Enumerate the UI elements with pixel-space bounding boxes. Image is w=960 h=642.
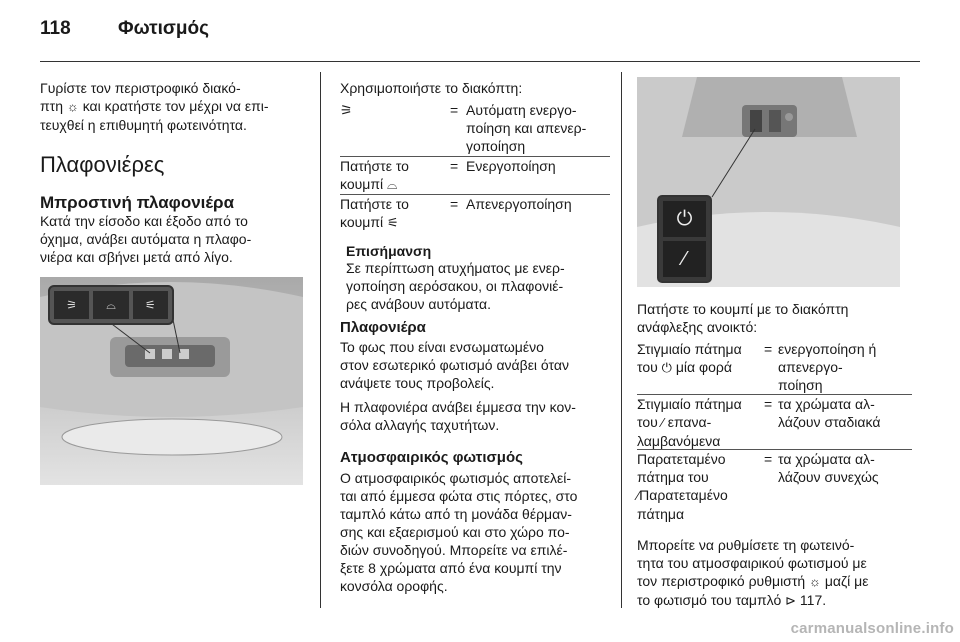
arrow-ref-icon: ⊳ bbox=[785, 593, 797, 608]
table-value: ενεργοποίηση ή απενεργο- ποίηση bbox=[778, 341, 877, 393]
table-value: Απενεργοποίηση bbox=[466, 196, 572, 212]
brightness-text: Μπορείτε να ρυθμίσετε τη φωτεινό- τητα του ατμοσφαιρικού φωτισμού με τον περιστροφικό ρυθμιστή ☼ μαζί με το φωτισμό του ταμπλό ⊳ 117. bbox=[637, 537, 869, 608]
table-key: Στιγμιαίο πάτημα του ⏻ μία φορά bbox=[637, 341, 742, 375]
brush-icon: ⁄ bbox=[661, 415, 664, 430]
table-value: τα χρώματα αλ- λάζουν σταδιακά bbox=[778, 396, 881, 430]
table-value: Ενεργοποίηση bbox=[466, 158, 556, 174]
table-eq: = bbox=[764, 396, 773, 412]
column-divider-2 bbox=[621, 72, 622, 608]
note-title: Επισήμανση bbox=[346, 243, 432, 259]
front-light-text: Κατά την είσοδο και έξοδο από το όχημα, ανάβει αυτόματα η πλαφο- νιέρα και σβήνει μετά από λίγο. bbox=[40, 213, 252, 265]
light-on-icon: ⌓ bbox=[387, 177, 398, 192]
power-icon: ⏻ bbox=[663, 201, 706, 237]
section-heading: Πλαφονιέρες bbox=[40, 152, 165, 177]
page-number: 118 bbox=[40, 18, 71, 39]
dimmer-icon: ☼ bbox=[66, 99, 79, 114]
front-ceiling-light-photo bbox=[40, 277, 303, 485]
subsection-heading: Μπροστινή πλαφονιέρα bbox=[40, 193, 235, 212]
note-body: Σε περίπτωση ατυχήματος με ενερ- γοποίηση αερόσακου, οι πλαφονιέ- ρες ανάβουν αυτόματα. bbox=[346, 260, 565, 312]
ambient-light-heading: Ατμοσφαιρικός φωτισμός bbox=[340, 449, 523, 466]
inset-button-panel bbox=[48, 285, 174, 325]
table-key: Στιγμιαίο πάτημα του ⁄ επανα- λαμβανόμενα bbox=[637, 396, 742, 449]
table-eq: = bbox=[450, 196, 459, 212]
table-eq: = bbox=[764, 341, 773, 357]
table-eq: = bbox=[450, 158, 459, 174]
brush-icon: ⁄ bbox=[637, 488, 640, 503]
light-on-icon: ⌓ bbox=[93, 291, 128, 319]
photo-caption: Πατήστε το κουμπί με το διακόπτη ανάφλεξης ανοικτό: bbox=[637, 301, 849, 335]
inset-switch-panel bbox=[657, 195, 712, 283]
door-light-icon: ⚞ bbox=[340, 102, 353, 118]
door-light-icon: ⚞ bbox=[54, 291, 89, 319]
page-title: Φωτισμός bbox=[118, 18, 209, 39]
intro-text: Γυρίστε τον περιστροφικό διακό- πτη ☼ και κρατήστε τον μέχρι να επι- τευχθεί η επιθυμητή φωτεινότητα. bbox=[40, 80, 269, 133]
table-key: Παρατεταμένο πάτημα του ⁄Παρατεταμένο πάτημα bbox=[637, 451, 728, 522]
brush-icon: ⁄ bbox=[663, 241, 706, 277]
interior-light-text: Το φως που είναι ενσωματωμένο στον εσωτερικό φωτισμό ανάβει όταν ανάψετε τους προβολείς. bbox=[340, 339, 569, 391]
power-icon: ⏻ bbox=[661, 360, 672, 375]
dimmer-icon: ☼ bbox=[809, 574, 821, 589]
column-divider-1 bbox=[320, 72, 321, 608]
table-key: Πατήστε το κουμπί ⚟ bbox=[340, 196, 409, 230]
watermark: carmanualsonline.info bbox=[790, 620, 954, 637]
table-eq: = bbox=[764, 451, 773, 467]
light-off-icon: ⚟ bbox=[387, 215, 399, 230]
table-value: Αυτόματη ενεργο- ποίηση και απενερ- γοποίηση bbox=[466, 102, 587, 154]
use-switch-text: Χρησιμοποιήστε το διακόπτη: bbox=[340, 80, 523, 96]
header-rule bbox=[40, 61, 920, 62]
ambient-light-text: Ο ατμοσφαιρικός φωτισμός αποτελεί- ται από έμμεσα φώτα στις πόρτες, στο ταμπλό κάτω από τη μονάδα θέρμαν- σης και εξαερισμού και στο χώρο πο- διών συνοδηγού. Μπορείτε να επιλέ- ξετε 8 χρώματα από ένα κουμπί την κονσόλα οροφής. bbox=[340, 470, 578, 594]
interior-light-text-2: Η πλαφονιέρα ανάβει έμμεσα την κον- σόλα αλλαγής ταχυτήτων. bbox=[340, 399, 576, 433]
ambient-button-photo bbox=[637, 77, 900, 287]
light-off-icon: ⚟ bbox=[133, 291, 168, 319]
interior-light-heading: Πλαφονιέρα bbox=[340, 319, 426, 336]
table-eq: = bbox=[450, 102, 459, 118]
table-value: τα χρώματα αλ- λάζουν συνεχώς bbox=[778, 451, 879, 485]
table-key: Πατήστε το κουμπί ⌓ bbox=[340, 158, 409, 192]
